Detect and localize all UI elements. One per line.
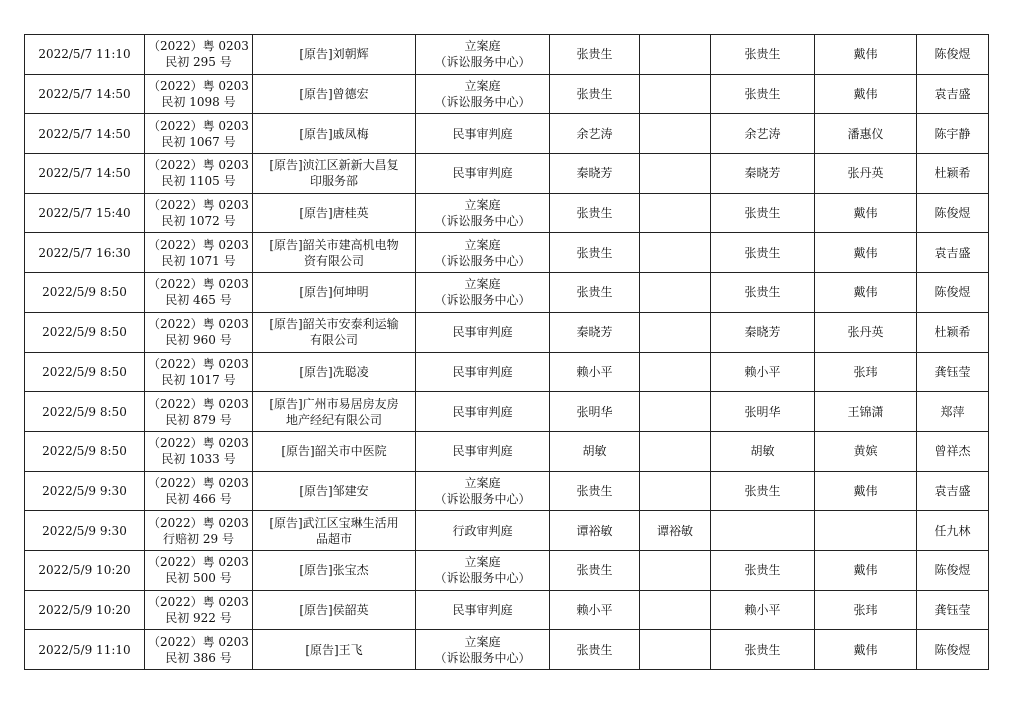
hearing-time-cell: 2022/5/9 9:30 [25, 471, 145, 511]
clerk-cell: 张丹英 [815, 312, 917, 352]
court-division-line: 民事审判庭 [452, 364, 513, 379]
assistant-cell: 陈俊煜 [917, 273, 989, 313]
case-number-cell [145, 74, 253, 114]
court-division-line: （诉讼服务中心） [434, 293, 531, 308]
clerk-cell: 潘惠仪 [815, 114, 917, 154]
undertaking-judge-cell: 张贵生 [711, 471, 815, 511]
assistant-cell: 袁吉盛 [917, 471, 989, 511]
hearing-time-cell: 2022/5/9 8:50 [25, 392, 145, 432]
table-row [25, 233, 989, 273]
case-number-cell [145, 630, 253, 670]
clerk-cell: 戴伟 [815, 35, 917, 75]
party-cell [253, 233, 416, 273]
clerk-cell: 王锦潇 [815, 392, 917, 432]
clerk-cell: 戴伟 [815, 471, 917, 511]
judge-cell: 余艺涛 [550, 114, 640, 154]
table-row [25, 35, 989, 75]
judge-cell: 张贵生 [550, 193, 640, 233]
party-line: 资有限公司 [303, 253, 364, 268]
case-number-line: （2022）粤 0203 [148, 594, 249, 609]
court-division-line: 民事审判庭 [452, 444, 513, 459]
table-row [25, 154, 989, 194]
judge-cell: 秦晓芳 [550, 312, 640, 352]
court-division-line: （诉讼服务中心） [434, 491, 531, 506]
judge-cell: 张贵生 [550, 273, 640, 313]
case-number-cell [145, 352, 253, 392]
assistant-cell: 杜颖希 [917, 154, 989, 194]
party-line: 有限公司 [309, 333, 358, 348]
party-line: [原告]浈江区新新大昌复 [269, 158, 399, 173]
case-number-line: 民初 1105 号 [161, 174, 236, 189]
presiding-judge-cell [640, 550, 711, 590]
party-line: [原告]何坤明 [299, 285, 369, 300]
table-row [25, 471, 989, 511]
table-row [25, 590, 989, 630]
undertaking-judge-cell: 秦晓芳 [711, 154, 815, 194]
court-division-line: （诉讼服务中心） [434, 253, 531, 268]
judge-cell: 胡敏 [550, 431, 640, 471]
party-line: [原告]冼聪凌 [299, 364, 369, 379]
case-number-line: （2022）粤 0203 [148, 79, 249, 94]
party-line: 品超市 [315, 531, 352, 546]
case-number-line: 民初 386 号 [165, 650, 232, 665]
case-number-line: 行赔初 29 号 [163, 531, 234, 546]
case-number-line: 民初 500 号 [165, 571, 232, 586]
party-cell [253, 550, 416, 590]
undertaking-judge-cell: 张贵生 [711, 550, 815, 590]
undertaking-judge-cell: 张贵生 [711, 74, 815, 114]
undertaking-judge-cell: 胡敏 [711, 431, 815, 471]
assistant-cell: 龚钰莹 [917, 352, 989, 392]
judge-cell: 张明华 [550, 392, 640, 432]
court-division-cell [416, 630, 550, 670]
party-line: [原告]武江区宝琳生活用 [269, 515, 399, 530]
table-row [25, 114, 989, 154]
court-division-line: 立案庭 [464, 237, 501, 252]
case-number-line: 民初 879 号 [165, 412, 232, 427]
case-number-line: 民初 1072 号 [161, 214, 236, 229]
case-number-line: （2022）粤 0203 [148, 198, 249, 213]
case-number-line: （2022）粤 0203 [148, 356, 249, 371]
court-division-cell [416, 511, 550, 551]
presiding-judge-cell: 谭裕敏 [640, 511, 711, 551]
undertaking-judge-cell: 张贵生 [711, 630, 815, 670]
table-row [25, 550, 989, 590]
undertaking-judge-cell: 张贵生 [711, 233, 815, 273]
party-cell [253, 392, 416, 432]
presiding-judge-cell [640, 590, 711, 630]
table-row [25, 392, 989, 432]
party-line: [原告]韶关市中医院 [281, 444, 387, 459]
case-number-cell [145, 431, 253, 471]
judge-cell: 谭裕敏 [550, 511, 640, 551]
presiding-judge-cell [640, 273, 711, 313]
case-number-line: （2022）粤 0203 [148, 475, 249, 490]
court-division-line: 民事审判庭 [452, 602, 513, 617]
party-line: [原告]张宝杰 [299, 563, 369, 578]
court-division-cell [416, 193, 550, 233]
table-row [25, 312, 989, 352]
clerk-cell: 戴伟 [815, 550, 917, 590]
judge-cell: 张贵生 [550, 233, 640, 273]
undertaking-judge-cell [711, 511, 815, 551]
assistant-cell: 陈俊煜 [917, 630, 989, 670]
case-number-cell [145, 590, 253, 630]
case-number-line: （2022）粤 0203 [148, 634, 249, 649]
case-number-line: 民初 466 号 [165, 491, 232, 506]
court-division-line: 立案庭 [464, 634, 501, 649]
schedule-rows [25, 35, 989, 670]
case-number-line: （2022）粤 0203 [148, 436, 249, 451]
table-row [25, 352, 989, 392]
court-division-cell [416, 273, 550, 313]
clerk-cell: 张玮 [815, 590, 917, 630]
court-division-cell [416, 550, 550, 590]
party-line: [原告]广州市易居房友房 [269, 396, 399, 411]
party-cell [253, 74, 416, 114]
party-line: [原告]曾德宏 [299, 87, 369, 102]
court-division-line: （诉讼服务中心） [434, 95, 531, 110]
presiding-judge-cell [640, 352, 711, 392]
assistant-cell: 任九林 [917, 511, 989, 551]
party-cell [253, 312, 416, 352]
assistant-cell: 杜颖希 [917, 312, 989, 352]
case-number-line: 民初 465 号 [165, 293, 232, 308]
presiding-judge-cell [640, 154, 711, 194]
undertaking-judge-cell: 张贵生 [711, 273, 815, 313]
undertaking-judge-cell: 赖小平 [711, 352, 815, 392]
case-number-line: （2022）粤 0203 [148, 39, 249, 54]
court-division-cell [416, 35, 550, 75]
table-row [25, 431, 989, 471]
case-number-cell [145, 392, 253, 432]
case-number-cell [145, 193, 253, 233]
clerk-cell: 戴伟 [815, 74, 917, 114]
case-number-cell [145, 114, 253, 154]
party-line: [原告]韶关市安泰利运输 [269, 317, 399, 332]
party-cell [253, 511, 416, 551]
case-number-line: （2022）粤 0203 [148, 515, 249, 530]
hearing-time-cell: 2022/5/9 10:20 [25, 550, 145, 590]
court-division-line: 立案庭 [464, 277, 501, 292]
case-number-line: 民初 1033 号 [161, 452, 236, 467]
case-number-cell [145, 471, 253, 511]
assistant-cell: 陈俊煜 [917, 550, 989, 590]
party-cell [253, 590, 416, 630]
case-number-line: （2022）粤 0203 [148, 118, 249, 133]
hearing-time-cell: 2022/5/9 8:50 [25, 352, 145, 392]
party-line: [原告]戚凤梅 [299, 126, 369, 141]
court-division-cell [416, 233, 550, 273]
undertaking-judge-cell: 余艺涛 [711, 114, 815, 154]
hearing-time-cell: 2022/5/9 9:30 [25, 511, 145, 551]
case-number-line: 民初 1017 号 [161, 372, 236, 387]
undertaking-judge-cell: 赖小平 [711, 590, 815, 630]
court-division-line: （诉讼服务中心） [434, 55, 531, 70]
court-division-cell [416, 392, 550, 432]
hearing-time-cell: 2022/5/9 8:50 [25, 273, 145, 313]
presiding-judge-cell [640, 35, 711, 75]
clerk-cell: 戴伟 [815, 233, 917, 273]
judge-cell: 赖小平 [550, 590, 640, 630]
hearing-time-cell: 2022/5/9 8:50 [25, 312, 145, 352]
presiding-judge-cell [640, 74, 711, 114]
hearing-time-cell: 2022/5/9 8:50 [25, 431, 145, 471]
presiding-judge-cell [640, 193, 711, 233]
case-number-cell [145, 233, 253, 273]
judge-cell: 赖小平 [550, 352, 640, 392]
hearing-time-cell: 2022/5/9 10:20 [25, 590, 145, 630]
case-number-line: 民初 960 号 [165, 333, 232, 348]
party-cell [253, 352, 416, 392]
case-number-line: 民初 1071 号 [161, 253, 236, 268]
party-cell [253, 114, 416, 154]
case-number-cell [145, 312, 253, 352]
hearing-time-cell: 2022/5/7 16:30 [25, 233, 145, 273]
party-line: [原告]韶关市建高机电物 [269, 237, 399, 252]
clerk-cell: 张玮 [815, 352, 917, 392]
clerk-cell [815, 511, 917, 551]
undertaking-judge-cell: 秦晓芳 [711, 312, 815, 352]
court-division-cell [416, 74, 550, 114]
party-cell [253, 35, 416, 75]
assistant-cell: 陈俊煜 [917, 193, 989, 233]
hearing-time-cell: 2022/5/7 15:40 [25, 193, 145, 233]
hearing-time-cell: 2022/5/7 14:50 [25, 74, 145, 114]
case-number-line: （2022）粤 0203 [148, 237, 249, 252]
assistant-cell: 袁吉盛 [917, 74, 989, 114]
case-number-cell [145, 511, 253, 551]
court-division-line: 民事审判庭 [452, 404, 513, 419]
case-number-line: 民初 295 号 [165, 55, 232, 70]
case-number-line: 民初 1067 号 [161, 134, 236, 149]
case-number-line: （2022）粤 0203 [148, 396, 249, 411]
court-division-line: （诉讼服务中心） [434, 571, 531, 586]
clerk-cell: 戴伟 [815, 193, 917, 233]
party-cell [253, 273, 416, 313]
presiding-judge-cell [640, 233, 711, 273]
hearing-time-cell: 2022/5/7 11:10 [25, 35, 145, 75]
case-number-cell [145, 35, 253, 75]
party-cell [253, 431, 416, 471]
table-row [25, 193, 989, 233]
court-division-line: 民事审判庭 [452, 166, 513, 181]
party-line: [原告]侯韶英 [299, 602, 369, 617]
undertaking-judge-cell: 张贵生 [711, 35, 815, 75]
judge-cell: 张贵生 [550, 550, 640, 590]
party-line: 印服务部 [309, 174, 358, 189]
party-line: [原告]邹建安 [299, 483, 369, 498]
court-division-line: 立案庭 [464, 79, 501, 94]
court-division-cell [416, 312, 550, 352]
presiding-judge-cell [640, 431, 711, 471]
court-division-line: 行政审判庭 [452, 523, 513, 538]
table-row [25, 630, 989, 670]
hearing-time-cell: 2022/5/7 14:50 [25, 114, 145, 154]
case-number-line: （2022）粤 0203 [148, 277, 249, 292]
clerk-cell: 黄嫔 [815, 431, 917, 471]
table-row [25, 74, 989, 114]
judge-cell: 秦晓芳 [550, 154, 640, 194]
party-cell [253, 630, 416, 670]
assistant-cell: 曾祥杰 [917, 431, 989, 471]
clerk-cell: 戴伟 [815, 273, 917, 313]
assistant-cell: 陈宇静 [917, 114, 989, 154]
case-number-line: 民初 922 号 [165, 610, 232, 625]
party-cell [253, 154, 416, 194]
case-number-cell [145, 154, 253, 194]
undertaking-judge-cell: 张贵生 [711, 193, 815, 233]
court-division-line: 立案庭 [464, 555, 501, 570]
undertaking-judge-cell: 张明华 [711, 392, 815, 432]
court-division-line: 民事审判庭 [452, 126, 513, 141]
court-division-line: 立案庭 [464, 198, 501, 213]
clerk-cell: 张丹英 [815, 154, 917, 194]
case-number-cell [145, 550, 253, 590]
table-row [25, 511, 989, 551]
assistant-cell: 陈俊煜 [917, 35, 989, 75]
judge-cell: 张贵生 [550, 35, 640, 75]
court-division-line: 立案庭 [464, 39, 501, 54]
case-number-line: （2022）粤 0203 [148, 317, 249, 332]
court-division-line: （诉讼服务中心） [434, 650, 531, 665]
party-cell [253, 471, 416, 511]
presiding-judge-cell [640, 471, 711, 511]
party-cell [253, 193, 416, 233]
hearing-time-cell: 2022/5/9 11:10 [25, 630, 145, 670]
court-division-cell [416, 590, 550, 630]
presiding-judge-cell [640, 114, 711, 154]
court-division-cell [416, 114, 550, 154]
court-division-cell [416, 352, 550, 392]
court-division-cell [416, 471, 550, 511]
assistant-cell: 郑萍 [917, 392, 989, 432]
court-division-cell [416, 154, 550, 194]
case-number-line: （2022）粤 0203 [148, 158, 249, 173]
party-line: [原告]唐桂英 [299, 206, 369, 221]
judge-cell: 张贵生 [550, 74, 640, 114]
hearing-time-cell: 2022/5/7 14:50 [25, 154, 145, 194]
hearing-schedule-table [24, 34, 989, 670]
assistant-cell: 龚钰莹 [917, 590, 989, 630]
case-number-line: 民初 1098 号 [161, 95, 236, 110]
presiding-judge-cell [640, 312, 711, 352]
court-division-cell [416, 431, 550, 471]
party-line: 地产经纪有限公司 [285, 412, 382, 427]
case-number-cell [145, 273, 253, 313]
presiding-judge-cell [640, 392, 711, 432]
court-division-line: 立案庭 [464, 475, 501, 490]
party-line: [原告]王飞 [305, 642, 363, 657]
court-division-line: 民事审判庭 [452, 325, 513, 340]
clerk-cell: 戴伟 [815, 630, 917, 670]
case-number-line: （2022）粤 0203 [148, 555, 249, 570]
court-division-line: （诉讼服务中心） [434, 214, 531, 229]
judge-cell: 张贵生 [550, 471, 640, 511]
table-row [25, 273, 989, 313]
assistant-cell: 袁吉盛 [917, 233, 989, 273]
party-line: [原告]刘朝辉 [299, 47, 369, 62]
presiding-judge-cell [640, 630, 711, 670]
judge-cell: 张贵生 [550, 630, 640, 670]
